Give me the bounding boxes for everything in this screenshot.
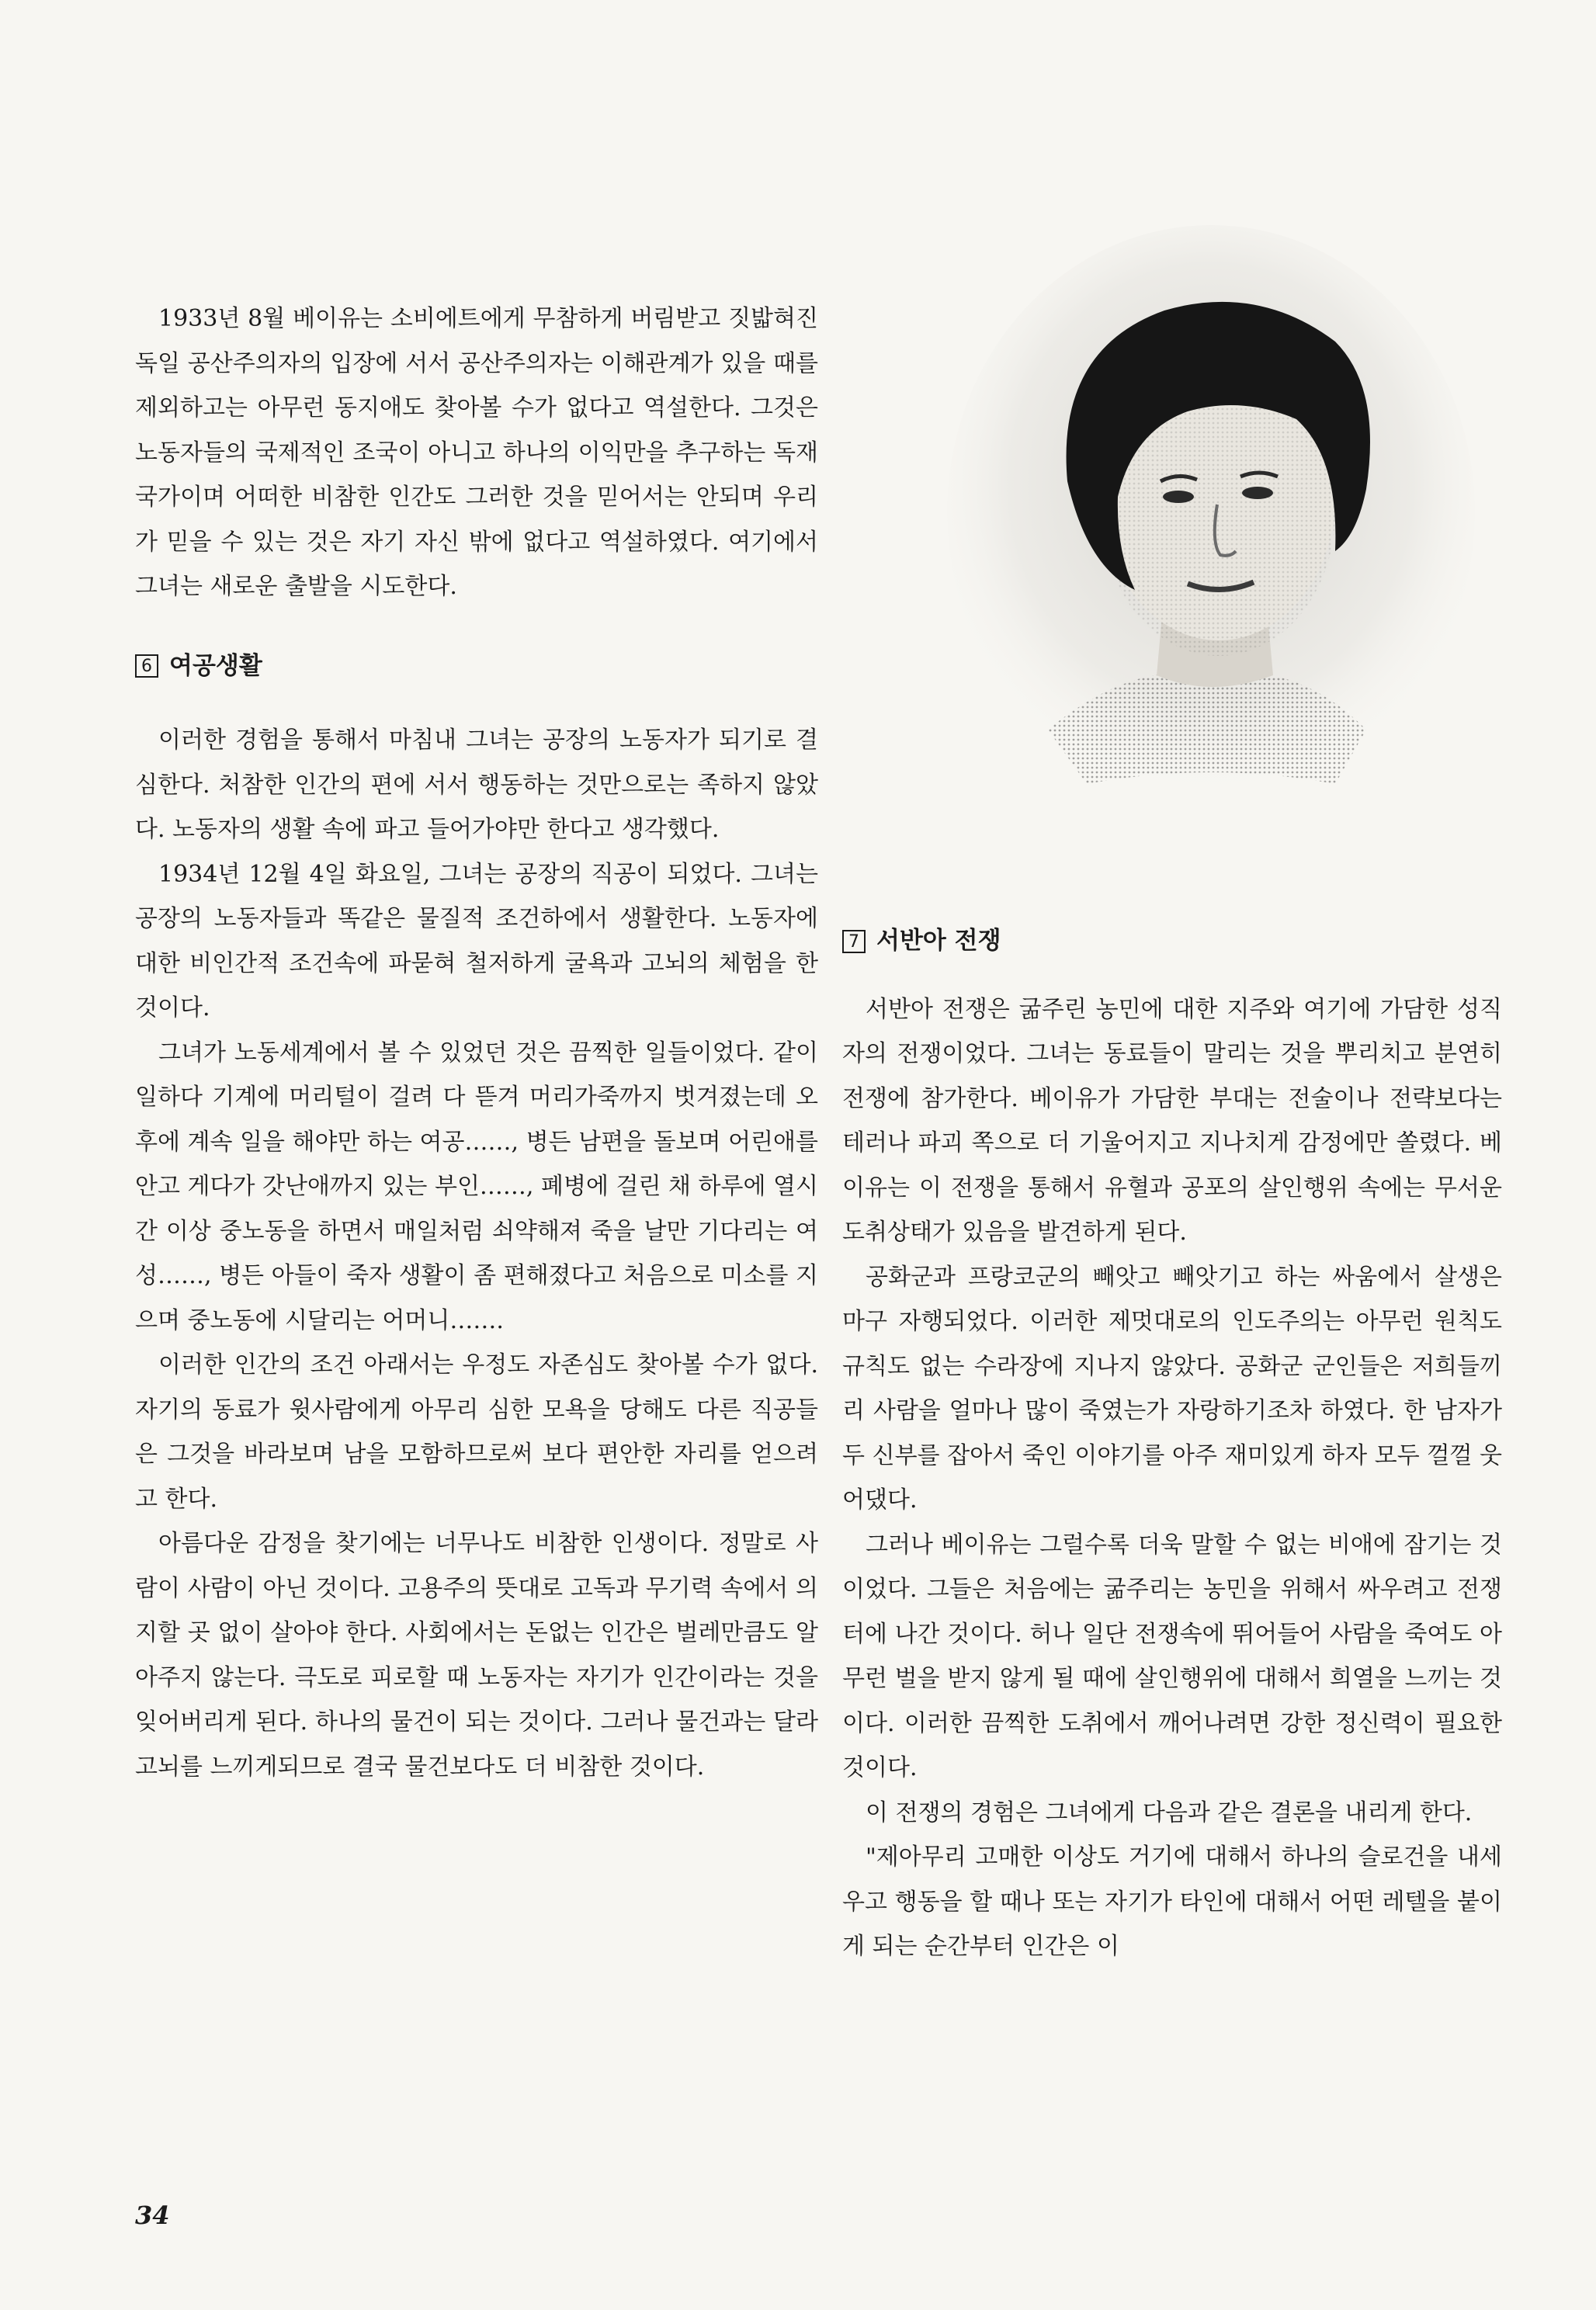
section-7-paragraph: "제아무리 고매한 이상도 거기에 대해서 하나의 슬로건을 내세우고 행동을 할 때나 또는 자기가 타인에 대해서 어떤 레텔을 붙이게 되는 순간부터 인간은 이 — [842, 1843, 1502, 1960]
section-6-title: 여공생활 — [169, 651, 262, 680]
portrait-photo — [932, 225, 1490, 807]
intro-paragraph: 1933년 8월 베이유는 소비에트에게 무참하게 버림받고 짓밟혀진 독일 공산주의자의 입장에 서서 공산주의자는 이해관계가 있을 때를 제외하고는 아무런 동지애도 찾아볼 수가 없다고 역설한다. 그것은 노동자들의 국제적인 조국이 아니고 하나의 이익만을 추구하는 독재국가이며 어떠한 비참한 인간도 그러한 것을 믿어서는 안되며 우리가 믿을 수 있는 것은 자기 자신 밖에 없다고 역설하였다. 여기에서 그녀는 새로운 출발을 시도한다. — [135, 305, 818, 600]
portrait-eye-left — [1163, 491, 1194, 503]
section-6-number: 6 — [135, 654, 158, 678]
section-7-heading — [842, 919, 1502, 964]
left-column — [135, 297, 818, 1789]
portrait-eye-right — [1242, 487, 1273, 499]
section-7-paragraph: 이 전쟁의 경험은 그녀에게 다음과 같은 결론을 내리게 한다. — [866, 1798, 1473, 1826]
right-column — [842, 919, 1502, 1969]
section-6-paragraph: 그녀가 노동세계에서 볼 수 있었던 것은 끔찍한 일들이었다. 같이 일하다 기계에 머리털이 걸려 다 뜯겨 머리가죽까지 벗겨졌는데 오후에 계속 일을 해야만 하는 여공……, 병든 남편을 돌보며 어린애를 안고 게다가 갓난애까지 있는 부인……, 폐병에 걸린 채 하루에 열시간 이상 중노동을 하면서 매일처럼 쇠약해져 죽을 날만 기다리는 여성……, 병든 아들이 죽자 생활이 좀 편해졌다고 처음으로 미소를 지으며 중노동에 시달리는 어머니……. — [135, 1039, 818, 1334]
section-7-title: 서반아 전쟁 — [876, 927, 1001, 955]
section-6-paragraph: 이러한 인간의 조건 아래서는 우정도 자존심도 찾아볼 수가 없다. 자기의 동료가 윗사람에게 아무리 심한 모욕을 당해도 다른 직공들은 그것을 바라보며 남을 모함하므로써 보다 편안한 자리를 얻으려고 한다. — [135, 1351, 818, 1513]
section-7-number: 7 — [842, 930, 866, 953]
section-7-paragraph: 공화군과 프랑코군의 빼앗고 빼앗기고 하는 싸움에서 살생은 마구 자행되었다. 이러한 제멋대로의 인도주의는 아무런 원칙도 규칙도 없는 수라장에 지나지 않았다. 공화군 군인들은 저희들끼리 사람을 얼마나 많이 죽였는가 자랑하기조차 하였다. 한 남자가 두 신부를 잡아서 죽인 이야기를 아주 재미있게 하자 모두 껄껄 웃어댔다. — [842, 1263, 1502, 1514]
section-6-heading — [135, 644, 818, 689]
section-7-paragraph: 서반아 전쟁은 굶주린 농민에 대한 지주와 여기에 가담한 성직자의 전쟁이었다. 그녀는 동료들이 말리는 것을 뿌리치고 분연히 전쟁에 참가한다. 베이유가 가담한 부대는 전술이나 전략보다는 테러나 파괴 쪽으로 더 기울어지고 지나치게 감정에만 쏠렸다. 베이유는 이 전쟁을 통해서 유혈과 공포의 살인행위 속에는 무서운 도취상태가 있음을 발견하게 된다. — [842, 995, 1502, 1246]
section-6-paragraph: 아름다운 감정을 찾기에는 너무나도 비참한 인생이다. 정말로 사람이 사람이 아닌 것이다. 고용주의 뜻대로 고독과 무기력 속에서 의지할 곳 없이 살아야 한다. 사회에서는 돈없는 인간은 벌레만큼도 알아주지 않는다. 극도로 피로할 때 노동자는 자기가 인간이라는 것을 잊어버리게 된다. 하나의 물건이 되는 것이다. 그러나 물건과는 달라 고뇌를 느끼게되므로 결국 물건보다도 더 비참한 것이다. — [135, 1530, 818, 1781]
section-6-paragraph: 1934년 12월 4일 화요일, 그녀는 공장의 직공이 되었다. 그녀는 공장의 노동자들과 똑같은 물질적 조건하에서 생활한다. 노동자에 대한 비인간적 조건속에 파묻혀 철저하게 굴욕과 고뇌의 체험을 한 것이다. — [135, 860, 818, 1021]
page-number: 34 — [135, 2201, 170, 2230]
section-7-paragraph: 그러나 베이유는 그럴수록 더욱 말할 수 없는 비애에 잠기는 것이었다. 그들은 처음에는 굶주리는 농민을 위해서 싸우려고 전쟁터에 나간 것이다. 허나 일단 전쟁속에 뛰어들어 사람을 죽여도 아무런 벌을 받지 않게 될 때에 살인행위에 대해서 희열을 느끼는 것이다. 이러한 끔찍한 도취에서 깨어나려면 강한 정신력이 필요한 것이다. — [842, 1531, 1502, 1781]
section-6-paragraph: 이러한 경험을 통해서 마침내 그녀는 공장의 노동자가 되기로 결심한다. 처참한 인간의 편에 서서 행동하는 것만으로는 족하지 않았다. 노동자의 생활 속에 파고 들어가야만 한다고 생각했다. — [135, 727, 818, 843]
